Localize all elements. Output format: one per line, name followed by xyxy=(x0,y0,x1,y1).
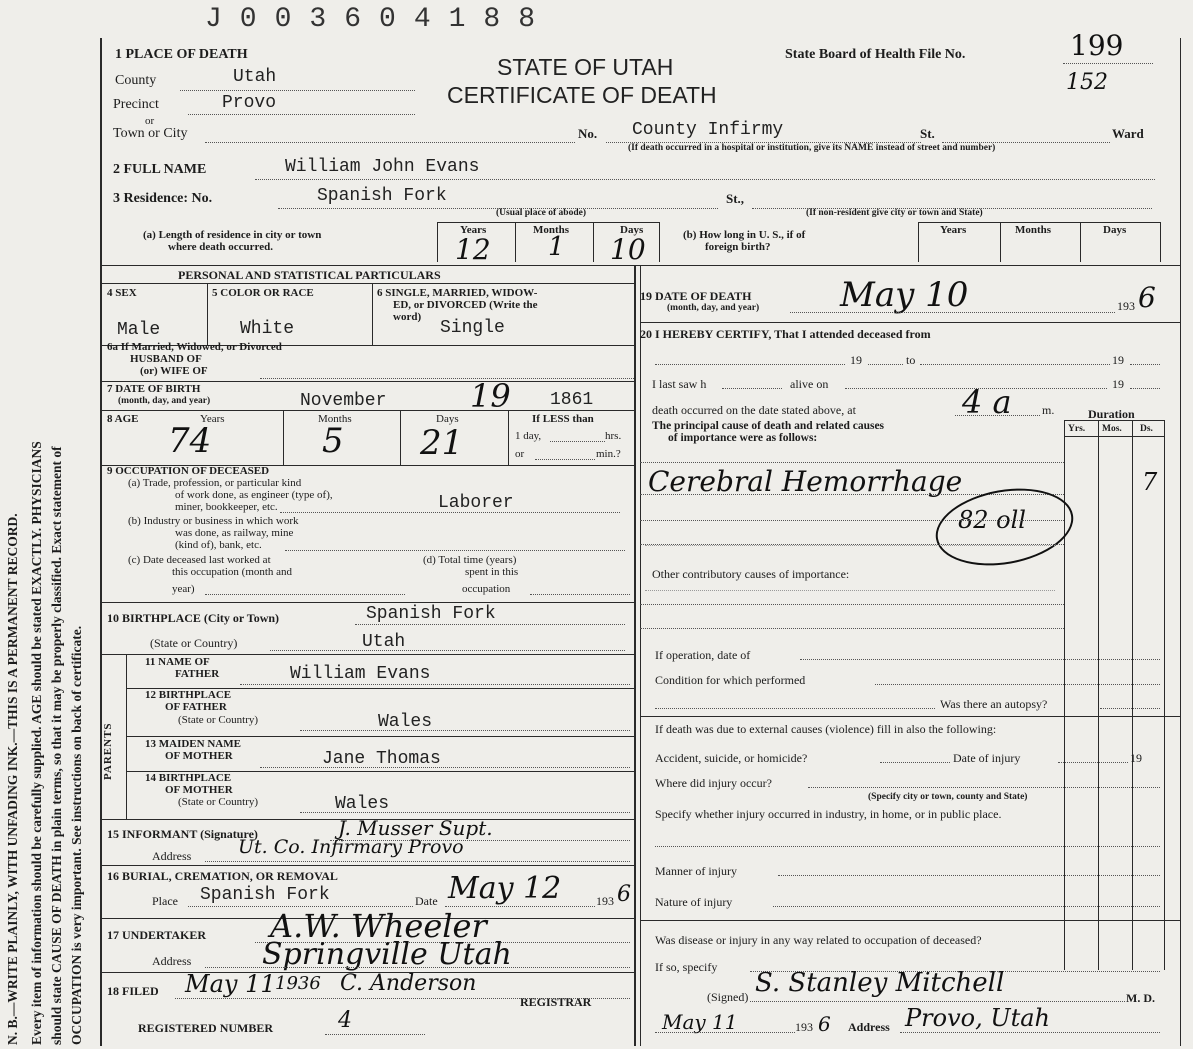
filed-date: May 11 xyxy=(185,970,276,998)
burial-label: 16 BURIAL, CREMATION, OR REMOVAL xyxy=(107,869,338,883)
occupation-d-2: spent in this xyxy=(465,566,519,578)
precinct-label: Precinct xyxy=(113,97,159,112)
registered-number-label: REGISTERED NUMBER xyxy=(138,1021,274,1035)
us-residence-label-2: foreign birth? xyxy=(705,241,771,253)
file-number-label: State Board of Health File No. xyxy=(785,47,966,62)
form-left-border xyxy=(100,38,102,1046)
death-date-value: May 10 xyxy=(840,275,969,315)
place-of-death-heading: 1 PLACE OF DEATH xyxy=(115,47,248,62)
registrar-signature: C. Anderson xyxy=(340,971,477,996)
father-label-1: 11 NAME OF xyxy=(145,656,210,668)
birthplace-label: 10 BIRTHPLACE (City or Town) xyxy=(107,611,280,625)
certificate-title: CERTIFICATE OF DEATH xyxy=(447,82,717,108)
color-label: 5 COLOR OR RACE xyxy=(212,287,314,299)
dob-label-2: (month, day, and year) xyxy=(118,396,211,406)
sign-year-prefix: 193 xyxy=(795,1020,813,1034)
residence-years-value: 12 xyxy=(455,233,491,266)
hrs-label: hrs. xyxy=(605,430,622,442)
condition-label: Condition for which performed xyxy=(655,673,806,687)
occupation-b-2: was done, as railway, mine xyxy=(175,527,294,539)
duration-ds-header: Ds. xyxy=(1140,424,1153,434)
father-value: William Evans xyxy=(290,664,431,684)
nature-label: Nature of injury xyxy=(655,895,733,909)
min-label: min.? xyxy=(596,448,621,460)
or-min-label: or xyxy=(515,448,525,460)
undertaker-label: 17 UNDERTAKER xyxy=(107,928,207,942)
length-residence-label-1: (a) Length of residence in city or town xyxy=(143,229,322,241)
street-label: St. xyxy=(920,126,935,141)
contributory-causes-label: Other contributory causes of importance: xyxy=(652,567,850,581)
occupation-value: Laborer xyxy=(438,493,514,513)
certify-label: 20 I HEREBY CERTIFY, That I attended deceased from xyxy=(640,327,931,341)
injury-where-label: Where did injury occur? xyxy=(655,776,772,790)
dob-year: 1861 xyxy=(550,390,594,410)
file-alt-number: 152 xyxy=(1066,70,1108,95)
occupation-label: 9 OCCUPATION OF DECEASED xyxy=(107,465,270,477)
dob-day: 19 xyxy=(470,377,511,415)
burial-place-value: Spanish Fork xyxy=(200,885,330,905)
parents-side-label: PARENTS xyxy=(102,722,114,780)
death-year-prefix: 193 xyxy=(1117,299,1135,313)
filed-label: 18 FILED xyxy=(107,984,159,998)
center-divider xyxy=(634,265,636,1046)
age-days-label: Days xyxy=(436,413,459,425)
non-resident-note: (If non-resident give city or town and State) xyxy=(806,208,983,218)
dob-label-1: 7 DATE OF BIRTH xyxy=(107,383,201,395)
institution-no-label: No. xyxy=(578,126,598,141)
occupation-c-1: (c) Date deceased last worked at xyxy=(128,554,271,566)
occupation-c-2: this occupation (month and xyxy=(172,566,293,578)
residence-label: 3 Residence: No. xyxy=(113,191,213,206)
mother-label-2: OF MOTHER xyxy=(165,750,233,762)
age-years-value: 74 xyxy=(168,421,212,461)
undertaker-address-label: Address xyxy=(152,954,192,968)
if-so-specify-label: If so, specify xyxy=(655,960,718,974)
state-title: STATE OF UTAH xyxy=(497,54,674,80)
alive-year-label: 19 xyxy=(1112,377,1124,391)
sign-year-suffix: 6 xyxy=(818,1012,831,1036)
certify-to-year: 19 xyxy=(1112,353,1124,367)
duration-yrs-header: Yrs. xyxy=(1068,424,1086,434)
father-label-2: FATHER xyxy=(175,668,220,680)
less-than-label: If LESS than xyxy=(532,413,594,425)
death-time-value: 4 a xyxy=(962,383,1012,421)
external-causes-label: If death was due to external causes (violence) fill in also the following: xyxy=(655,722,997,736)
mother-birthplace-label-2: OF MOTHER xyxy=(165,784,233,796)
undertaker-address: Springville Utah xyxy=(262,937,512,972)
institution-value: County Infirmy xyxy=(632,120,784,140)
physician-address-label: Address xyxy=(848,1020,890,1034)
or-label: or xyxy=(145,115,155,127)
principal-cause-value: Cerebral Hemorrhage xyxy=(648,465,963,498)
full-name-value: William John Evans xyxy=(285,157,480,177)
death-date-label-1: 19 DATE OF DEATH xyxy=(640,289,752,303)
duration-label: Duration xyxy=(1088,407,1135,421)
burial-year-suffix: 6 xyxy=(617,882,631,907)
town-label: Town or City xyxy=(113,126,188,141)
filed-year: 1936 xyxy=(275,973,321,994)
mother-birthplace-label-1: 14 BIRTHPLACE xyxy=(145,772,232,784)
alive-on-label: alive on xyxy=(790,377,829,391)
residence-months-header: Months xyxy=(533,224,570,236)
precinct-value: Provo xyxy=(222,93,277,113)
age-label: 8 AGE xyxy=(107,413,139,425)
father-birthplace-label-2: OF FATHER xyxy=(165,701,227,713)
occupation-d-1: (d) Total time (years) xyxy=(423,554,517,566)
side-instructions-line-2: Every item of information should be carefully supplied. AGE should be stated EXACTLY. PHYSICIANS xyxy=(29,441,44,1045)
registrar-label: REGISTRAR xyxy=(520,995,592,1009)
death-occurred-label: death occurred on the date stated above, at xyxy=(652,403,856,417)
county-value: Utah xyxy=(233,67,277,87)
institution-note: (If death occurred in a hospital or institution, give its NAME instead of street and number) xyxy=(628,143,996,153)
occupation-b-1: (b) Industry or business in which work xyxy=(128,515,299,527)
file-number-value: 199 xyxy=(1070,29,1124,62)
informant-label: 15 INFORMANT (Signature) xyxy=(107,827,258,841)
industry-home-label: Specify whether injury occurred in industry, in home, or in public place. xyxy=(655,807,1002,821)
residence-days-value: 10 xyxy=(610,233,646,266)
father-birthplace-value: Wales xyxy=(378,712,433,732)
color-value: White xyxy=(240,319,295,339)
cause-duration-days: 7 xyxy=(1142,468,1158,496)
informant-address: Ut. Co. Infirmary Provo xyxy=(238,836,464,858)
residence-years-header: Years xyxy=(460,224,487,236)
signed-label: (Signed) xyxy=(707,990,749,1004)
operation-label: If operation, date of xyxy=(655,648,751,662)
birthplace-value: Spanish Fork xyxy=(366,604,496,624)
occupation-a-1: (a) Trade, profession, or particular kind xyxy=(128,477,302,489)
burial-year-prefix: 193 xyxy=(596,894,614,908)
usual-abode-note: (Usual place of abode) xyxy=(496,208,586,218)
spouse-label-2: HUSBAND OF xyxy=(130,353,202,365)
physician-signature: S. Stanley Mitchell xyxy=(755,968,1005,998)
undertaker-name: A.W. Wheeler xyxy=(270,907,487,945)
residence-days-header: Days xyxy=(620,224,644,236)
death-date-label-2: (month, day, and year) xyxy=(667,303,760,313)
spouse-label-3: (or) WIFE OF xyxy=(140,365,208,377)
cause-circle-note: 82 oll xyxy=(958,506,1026,534)
length-residence-label-2: where death occurred. xyxy=(168,241,273,253)
autopsy-label: Was there an autopsy? xyxy=(940,697,1048,711)
occupation-related-label: Was disease or injury in any way related to occupation of deceased? xyxy=(655,933,982,947)
physician-sign-date: May 11 xyxy=(662,1010,738,1034)
marital-label-1: 6 SINGLE, MARRIED, WIDOW- xyxy=(377,287,538,299)
form-right-border xyxy=(1180,38,1181,1046)
occupation-a-3: miner, bookkeeper, etc. xyxy=(175,501,278,513)
occupation-c-3: year) xyxy=(172,583,195,595)
sex-label: 4 SEX xyxy=(107,287,137,299)
registered-number-value: 4 xyxy=(338,1008,352,1033)
burial-place-label: Place xyxy=(152,894,178,908)
us-days-header: Days xyxy=(1103,224,1127,236)
time-m-label: m. xyxy=(1042,403,1055,417)
principal-cause-label-2: of importance were as follows: xyxy=(668,432,818,444)
residence-value: Spanish Fork xyxy=(317,186,447,206)
informant-address-label: Address xyxy=(152,849,192,863)
dob-month: November xyxy=(300,391,387,411)
injury-date-label: Date of injury xyxy=(953,751,1021,765)
center-divider-inner xyxy=(640,265,641,1046)
age-months-label: Months xyxy=(318,413,352,425)
duration-mos-header: Mos. xyxy=(1102,424,1122,434)
residence-months-value: 1 xyxy=(548,232,565,262)
md-label: M. D. xyxy=(1126,991,1155,1005)
side-instructions-line-1: N. B.—WRITE PLAINLY, WITH UNFADING INK.—THIS IS A PERMANENT RECORD. xyxy=(5,513,20,1045)
principal-cause-label-1: The principal cause of death and related causes xyxy=(652,420,885,432)
side-instructions-line-3: should state CAUSE OF DEATH in plain terms, so that it may be properly classified. Exact statement of xyxy=(49,446,64,1045)
marital-label-2: ED, or DIVORCED (Write the xyxy=(393,299,538,311)
ward-label: Ward xyxy=(1112,126,1144,141)
one-day-label: 1 day, xyxy=(515,430,542,442)
mother-label-1: 13 MAIDEN NAME xyxy=(145,738,241,750)
occupation-a-2: of work done, as engineer (type of), xyxy=(175,489,333,501)
occupation-d-3: occupation xyxy=(462,583,511,595)
personal-heading: PERSONAL AND STATISTICAL PARTICULARS xyxy=(178,268,441,282)
mother-birthplace-value: Wales xyxy=(335,794,390,814)
age-years-label: Years xyxy=(200,413,225,425)
injury-year-label: 19 xyxy=(1130,751,1142,765)
specify-city-note: (Specify city or town, county and State) xyxy=(868,792,1028,802)
sex-value: Male xyxy=(117,320,161,340)
us-years-header: Years xyxy=(940,224,967,236)
county-label: County xyxy=(115,73,157,88)
accident-label: Accident, suicide, or homicide? xyxy=(655,751,808,765)
mother-value: Jane Thomas xyxy=(322,749,441,769)
certify-from-year: 19 xyxy=(850,353,862,367)
physician-address: Provo, Utah xyxy=(905,1004,1050,1032)
death-year-suffix: 6 xyxy=(1138,281,1156,314)
birthplace-state-label: (State or Country) xyxy=(150,636,238,650)
residence-street-label: St., xyxy=(726,191,745,206)
certify-to-label: to xyxy=(906,353,916,367)
us-residence-label-1: (b) How long in U. S., if of xyxy=(683,229,806,241)
age-days-value: 21 xyxy=(420,423,464,463)
birthplace-state-value: Utah xyxy=(362,632,406,652)
age-months-value: 5 xyxy=(322,421,344,461)
mother-birthplace-label-3: (State or Country) xyxy=(178,796,259,808)
full-name-label: 2 FULL NAME xyxy=(113,162,207,177)
marital-label-3: word) xyxy=(393,311,422,323)
certificate-serial-number: J003604188 xyxy=(205,4,554,35)
manner-label: Manner of injury xyxy=(655,864,737,878)
burial-date-value: May 12 xyxy=(448,871,562,906)
spouse-label-1: 6a If Married, Widowed, or Divorced xyxy=(107,341,282,353)
side-instructions-line-4: OCCUPATION is very important. See instructions on back of certificate. xyxy=(69,625,84,1045)
father-birthplace-label-1: 12 BIRTHPLACE xyxy=(145,689,232,701)
informant-signature: J. Musser Supt. xyxy=(338,816,493,840)
occupation-b-3: (kind of), bank, etc. xyxy=(175,539,262,551)
last-saw-label: I last saw h xyxy=(652,377,707,391)
burial-date-label: Date xyxy=(415,894,438,908)
us-months-header: Months xyxy=(1015,224,1052,236)
marital-value: Single xyxy=(440,318,505,338)
father-birthplace-label-3: (State or Country) xyxy=(178,714,259,726)
